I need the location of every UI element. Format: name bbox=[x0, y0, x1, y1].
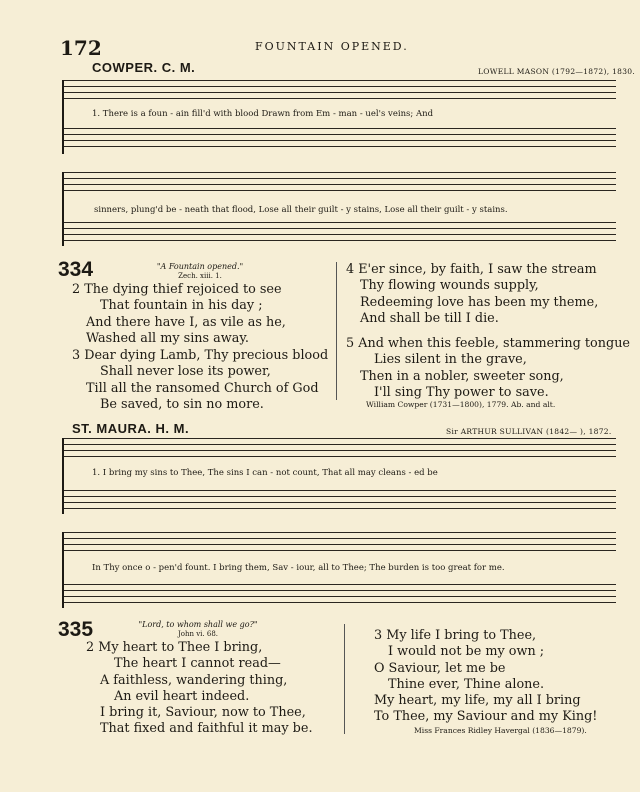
bass-staff bbox=[64, 128, 616, 152]
tune-title-cowper: COWPER. C. M. bbox=[92, 60, 196, 75]
lyrics-line: sinners, plung'd be - neath that flood, Lose all their guilt - y stains, Lose all their guilt - y stains. bbox=[94, 205, 508, 215]
verse-line: Lies silent in the grave, bbox=[374, 352, 527, 368]
treble-staff bbox=[64, 172, 616, 196]
verse-line: Redeeming love has been my theme, bbox=[360, 294, 599, 310]
verse-line: An evil heart indeed. bbox=[114, 688, 250, 704]
stanza-3 bbox=[374, 628, 597, 726]
column-divider bbox=[344, 624, 345, 734]
page-number: 172 bbox=[60, 36, 102, 60]
hymn-number: 335 bbox=[58, 618, 94, 641]
column-divider bbox=[336, 262, 337, 400]
verse-line: 5 And when this feeble, stammering tongue bbox=[346, 336, 631, 351]
verse-line: Be saved, to sin no more. bbox=[100, 396, 264, 412]
stanza-2 bbox=[86, 640, 313, 738]
verse-line: Thy flowing wounds supply, bbox=[360, 278, 539, 294]
epigraph-reference: John vi. 68. bbox=[177, 630, 219, 638]
stanza-3 bbox=[72, 348, 328, 413]
tune-title-st-maura: ST. MAURA. H. M. bbox=[72, 421, 190, 436]
verse-line: And shall be till I die. bbox=[360, 310, 499, 326]
verse-line: 4 E'er since, by faith, I saw the stream bbox=[346, 262, 597, 277]
verse-line: 2 The dying thief rejoiced to see bbox=[72, 282, 282, 297]
lyrics-line: 1. There is a foun - ain fill'd with blood Drawn from Em - man - uel's veins; And bbox=[92, 109, 434, 119]
verse-line: And there have I, as vile as he, bbox=[86, 314, 286, 330]
verse-line: 2 My heart to Thee I bring, bbox=[86, 640, 263, 655]
running-head: FOUNTAIN OPENED. bbox=[255, 40, 409, 53]
stanza-5 bbox=[346, 336, 630, 401]
verse-line: That fixed and faithful it may be. bbox=[100, 721, 313, 737]
author-credit: Miss Frances Ridley Havergal (1836—1879). bbox=[414, 726, 587, 735]
treble-staff bbox=[64, 438, 616, 462]
verse-line: I bring it, Saviour, now to Thee, bbox=[100, 705, 306, 721]
lyrics-line: In Thy once o - pen'd fount. I bring them, Sav - iour, all to Thee; The burden is too great for me. bbox=[92, 563, 505, 573]
verse-line: Then in a nobler, sweeter song, bbox=[360, 368, 564, 384]
bass-staff bbox=[64, 222, 616, 246]
treble-staff bbox=[64, 80, 616, 104]
verse-line: Thine ever, Thine alone. bbox=[388, 676, 545, 692]
composer-credit-mason: LOWELL MASON (1792—1872), 1830. bbox=[478, 67, 636, 76]
lyrics-line: 1. I bring my sins to Thee, The sins I can - not count, That all may cleans - ed be bbox=[92, 468, 438, 478]
composer-credit-sullivan: Sir ARTHUR SULLIVAN (1842— ), 1872. bbox=[446, 427, 612, 436]
verse-line: Shall never lose its power, bbox=[100, 364, 271, 380]
verse-line: Washed all my sins away. bbox=[86, 330, 249, 346]
verse-line: Till all the ransomed Church of God bbox=[86, 380, 319, 396]
bass-staff bbox=[64, 490, 616, 514]
verse-line: 3 Dear dying Lamb, Thy precious blood bbox=[72, 348, 329, 363]
bass-staff bbox=[64, 584, 616, 608]
verse-line: O Saviour, let me be bbox=[374, 660, 506, 676]
epigraph: "Lord, to whom shall we go?" bbox=[138, 620, 258, 629]
author-credit: William Cowper (1731—1800), 1779. Ab. and alt. bbox=[366, 400, 556, 409]
stanza-4 bbox=[346, 262, 598, 327]
verse-line: I'll sing Thy power to save. bbox=[374, 384, 549, 400]
verse-line: I would not be my own ; bbox=[388, 644, 545, 660]
verse-line: The heart I cannot read— bbox=[114, 656, 281, 672]
verse-line: My heart, my life, my all I bring bbox=[374, 693, 581, 709]
verse-line: 3 My life I bring to Thee, bbox=[374, 628, 537, 643]
treble-staff bbox=[64, 532, 616, 556]
hymn-number: 334 bbox=[58, 258, 94, 281]
verse-line: A faithless, wandering thing, bbox=[100, 672, 288, 688]
stanza-2 bbox=[72, 282, 286, 347]
verse-line: That fountain in his day ; bbox=[100, 298, 263, 314]
verse-line: To Thee, my Saviour and my King! bbox=[374, 709, 598, 725]
epigraph-reference: Zech. xiii. 1. bbox=[178, 272, 222, 280]
epigraph: "A Fountain opened." bbox=[156, 262, 244, 271]
